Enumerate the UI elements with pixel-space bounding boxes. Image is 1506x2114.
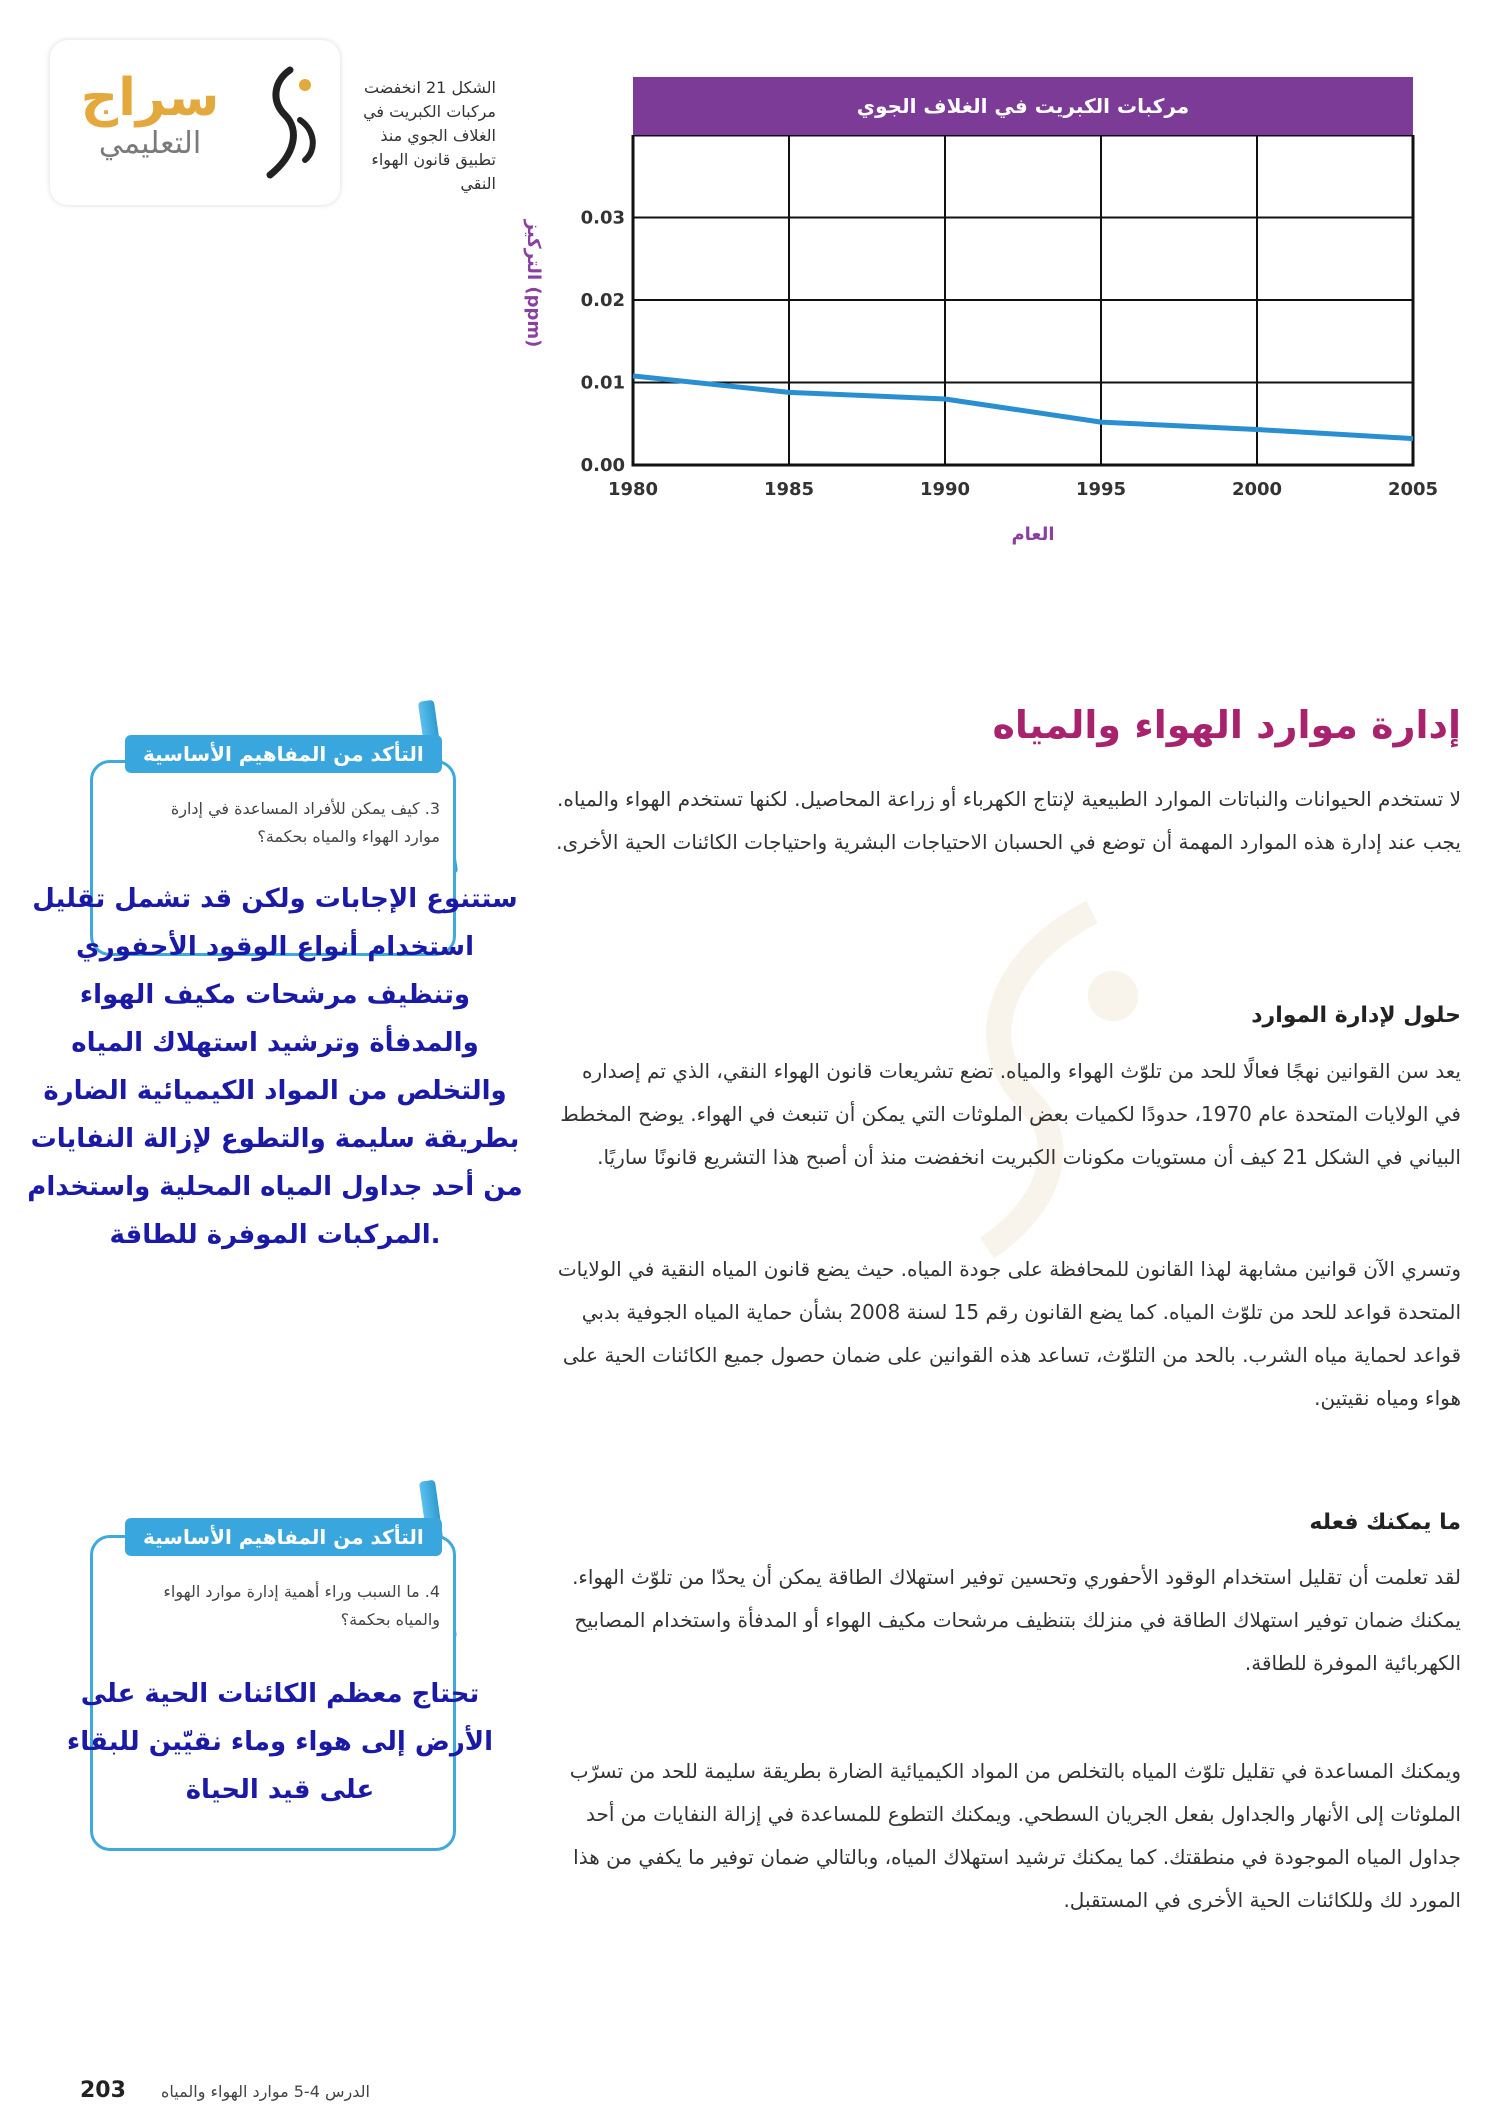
x-tick-label: 2005 bbox=[1387, 479, 1439, 500]
y-tick-label: 0.01 bbox=[580, 372, 625, 394]
page-footer bbox=[80, 2078, 680, 2103]
series-line bbox=[633, 376, 1413, 439]
logo-calligraphy-icon bbox=[245, 60, 330, 190]
x-tick-label: 2000 bbox=[1231, 479, 1283, 500]
y-tick-label: 0.03 bbox=[580, 207, 625, 229]
card1-tab: التأكد من المفاهيم الأساسية bbox=[125, 735, 442, 773]
card2-question: 4. ما السبب وراء أهمية إدارة موارد الهواء والمياه بحكمة؟ bbox=[163, 1582, 440, 1629]
figure-caption: الشكل 21 انخفضت مركبات الكبريت في الغلاف الجوي منذ تطبيق قانون الهواء النقي bbox=[363, 78, 496, 193]
paragraph-water-laws: وتسري الآن قوانين مشابهة لهذا القانون للمحافظة على جودة المياه. حيث يضع قانون المياه النقية في الولايات المتحدة قواعد للحد من تلوّث المياه. كما يضع القانون رقم 15 لسنة 2008 بشأن حماية المياه الجوفية بدبي قواعد لحماية مياه الشرب. بالحد من التلوّث، تساعد هذه القوانين على ضمان حصول جميع الكائنات الحية على هواء ومياه نقيتين. bbox=[557, 1257, 1461, 1410]
logo bbox=[50, 40, 340, 205]
chart-title: مركبات الكبريت في الغلاف الجوي bbox=[633, 77, 1413, 135]
card2-tab: التأكد من المفاهيم الأساسية bbox=[125, 1518, 442, 1556]
logo-sub: التعليمي bbox=[98, 126, 202, 161]
y-tick-label: 0.02 bbox=[580, 290, 625, 311]
paragraph-water-pollution: ويمكنك المساعدة في تقليل تلوّث المياه بالتخلص من المواد الكيميائية الضارة بطريقة سليمة للحد من تسرّب الملوثات إلى الأنهار والجداول بفعل الجريان السطحي. ويمكنك التطوع للمساعدة في إزالة النفايات من أحد جداول المياه الموجودة في منطقتك. كما يمكنك ترشيد استهلاك المياه، وبالتالي ضمان توفير ما يكفي من هذا المورد لك وللكائنات الحية الأخرى في المستقبل. bbox=[569, 1759, 1461, 1912]
paragraph-intro: لا تستخدم الحيوانات والنباتات الموارد الطبيعية لإنتاج الكهرباء أو زراعة المحاصيل. لكنها تستخدم الهواء والمياه. يجب عند إدارة هذه الموارد المهمة أن توضع في الحسبان الاحتياجات البشرية واحتياجات الكائنات الحية الأخرى. bbox=[556, 787, 1461, 854]
lesson-label: الدرس 4-5 موارد الهواء والمياه bbox=[161, 2082, 370, 2101]
page-number: 203 bbox=[80, 2078, 126, 2103]
y-axis-label: التركيز (ppm) bbox=[523, 219, 544, 348]
sulfur-line-chart bbox=[500, 135, 1460, 555]
x-tick-label: 1995 bbox=[1075, 479, 1127, 500]
logo-text bbox=[65, 70, 235, 162]
subheading-what-you-can-do: ما يمكنك فعله bbox=[1309, 1510, 1461, 1535]
x-tick-label: 1980 bbox=[607, 479, 659, 500]
paragraph-laws: يعد سن القوانين نهجًا فعالًا للحد من تلوّث الهواء والمياه. تضع تشريعات قانون الهواء النقي، الذي تم إصداره في الولايات المتحدة عام 1970، حدودًا لكميات بعض الملوثات التي يمكن أن تنبعث في الهواء. يوضح المخطط البياني في الشكل 21 كيف أن مستويات مكونات الكبريت انخفضت منذ أن أصبح هذا التشريع قانونًا ساريًا. bbox=[560, 1059, 1461, 1169]
x-tick-label: 1990 bbox=[919, 479, 971, 500]
logo-brand: سراج bbox=[80, 68, 220, 128]
card1-answer: ستتنوع الإجابات ولكن قد تشمل تقليل استخدام أنواع الوقود الأحفوري وتنظيف مرشحات مكيف الهواء والمدفأة وترشيد استهلاك المياه والتخلص من المواد الكيميائية الضارة بطريقة سليمة والتطوع لإزالة النفايات من أحد جداول المياه المحلية واستخدام المركبات الموفرة للطاقة. bbox=[27, 884, 523, 1250]
x-tick-label: 1985 bbox=[763, 479, 815, 500]
y-tick-label: 0.00 bbox=[580, 455, 625, 476]
section-title: إدارة موارد الهواء والمياه bbox=[992, 703, 1461, 747]
card1-question: 3. كيف يمكن للأفراد المساعدة في إدارة موارد الهواء والمياه بحكمة؟ bbox=[170, 799, 440, 846]
paragraph-energy: لقد تعلمت أن تقليل استخدام الوقود الأحفوري وتحسين توفير استهلاك الطاقة يمكن أن يحدّا من تلوّث الهواء. يمكنك ضمان توفير استهلاك الطاقة في منزلك بتنظيف مرشحات مكيف الهواء أو المدفأة واستخدام المصابيح الكهربائية الموفرة للطاقة. bbox=[572, 1565, 1461, 1675]
subheading-solutions: حلول لإدارة الموارد bbox=[1251, 1003, 1461, 1028]
card2-answer: تحتاج معظم الكائنات الحية على الأرض إلى هواء وماء نقيّين للبقاء على قيد الحياة bbox=[66, 1679, 494, 1805]
x-axis-label: العام bbox=[1011, 524, 1055, 545]
